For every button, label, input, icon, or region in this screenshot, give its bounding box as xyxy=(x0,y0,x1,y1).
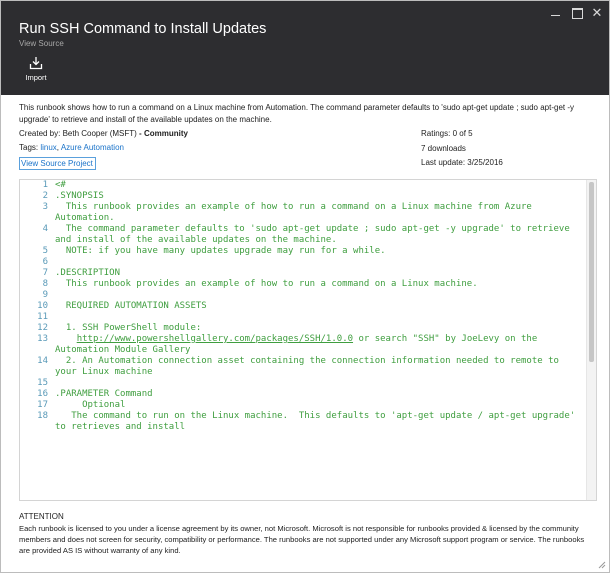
last-update: Last update: 3/25/2016 xyxy=(421,158,503,167)
code-line xyxy=(20,290,586,301)
code-text: The command parameter defaults to 'sudo apt-get update ; sudo apt-get -y upgrade' to retrieve and install of the available updates on the machine. xyxy=(55,224,576,245)
import-download-icon xyxy=(29,56,43,70)
code-line xyxy=(20,191,586,202)
community-label: Community xyxy=(143,129,188,138)
code-line xyxy=(20,389,586,400)
blade-header xyxy=(1,1,609,95)
code-line xyxy=(20,312,586,323)
attention-text: Each runbook is licensed to you under a license agreement by its owner, not Microsoft. Microsoft is not responsible for runbooks provided & licensed by the community members and does not screen for security, compatibility or performance. The runbooks are not supported under any Microsoft support program or service. The runbooks are provided AS IS without warranty of any kind. xyxy=(19,524,585,555)
powershell-gallery-link[interactable]: http://www.powershellgallery.com/packages/SSH/1.0.0 xyxy=(76,334,354,344)
code-text xyxy=(55,290,580,301)
close-icon[interactable]: ✕ xyxy=(591,5,603,20)
author-separator: - xyxy=(136,129,144,138)
attention-title: ATTENTION xyxy=(19,512,64,521)
code-line xyxy=(20,323,586,334)
code-line xyxy=(20,378,586,389)
ratings: Ratings: 0 of 5 xyxy=(421,129,473,138)
line-number: 9 xyxy=(42,290,48,300)
line-number: 8 xyxy=(42,279,48,289)
code-text: 2. An Automation connection asset containing the connection information needed to remote to your Linux machine xyxy=(55,356,565,377)
code-line xyxy=(20,356,586,378)
line-number: 18 xyxy=(37,411,48,421)
line-number: 3 xyxy=(42,202,48,212)
code-line xyxy=(20,202,586,224)
code-text: This runbook provides an example of how to run a command on a Linux machine. xyxy=(55,279,478,289)
code-line xyxy=(20,246,586,257)
code-line xyxy=(20,224,586,246)
line-number: 11 xyxy=(37,312,48,322)
line-number: 15 xyxy=(37,378,48,388)
code-scrollbar-thumb[interactable] xyxy=(589,182,594,362)
import-label: Import xyxy=(25,73,47,82)
runbook-description: This runbook shows how to run a command on a Linux machine from Automation. The command parameter defaults to 'sudo apt-get update ; sudo apt-get -y upgrade' to retrieve and install of the available updates on the machine. xyxy=(19,103,575,124)
code-text xyxy=(55,312,580,323)
created-by-label: Created by: xyxy=(19,129,63,138)
line-number: 4 xyxy=(42,224,48,234)
code-text xyxy=(55,378,580,389)
code-line xyxy=(20,400,586,411)
code-text-prefix xyxy=(55,334,77,344)
line-number: 7 xyxy=(42,268,48,278)
line-number: 16 xyxy=(37,389,48,399)
line-number: 17 xyxy=(37,400,48,410)
code-text: The command to run on the Linux machine. This defaults to 'apt-get update / apt-get upgrade' to retrieves and install xyxy=(55,411,581,432)
code-text: REQUIRED AUTOMATION ASSETS xyxy=(55,301,207,311)
line-number: 1 xyxy=(42,180,48,190)
code-text: .SYNOPSIS xyxy=(55,191,104,201)
code-line xyxy=(20,268,586,279)
line-number: 13 xyxy=(37,334,48,344)
code-text xyxy=(55,257,580,268)
view-source-project-link[interactable]: View Source Project xyxy=(19,157,96,170)
code-line xyxy=(20,411,586,433)
code-text: 1. SSH PowerShell module: xyxy=(55,323,202,333)
line-number: 6 xyxy=(42,257,48,267)
code-text xyxy=(55,334,580,356)
line-number: 2 xyxy=(42,191,48,201)
tags-label: Tags: xyxy=(19,143,41,152)
resize-grip-icon[interactable] xyxy=(598,561,606,569)
code-line xyxy=(20,279,586,290)
code-viewer[interactable] xyxy=(19,179,597,501)
code-text: This runbook provides an example of how to run a command on a Linux machine from Azure Automation. xyxy=(55,202,538,223)
tag-link-azure-automation[interactable]: Azure Automation xyxy=(60,143,124,152)
code-text: .PARAMETER Command xyxy=(55,389,153,399)
downloads-count: 7 downloads xyxy=(421,144,466,153)
code-text: Optional xyxy=(55,400,126,410)
line-number: 10 xyxy=(37,301,48,311)
created-by xyxy=(19,129,188,138)
maximize-icon[interactable] xyxy=(570,6,584,20)
code-line xyxy=(20,257,586,268)
tag-link-linux[interactable]: linux xyxy=(40,143,57,152)
code-line xyxy=(20,334,586,356)
code-scrollbar[interactable] xyxy=(586,180,596,500)
code-line xyxy=(20,301,586,312)
code-text: <# xyxy=(55,180,66,190)
code-text: NOTE: if you have many updates upgrade may run for a while. xyxy=(55,246,386,256)
minimize-icon[interactable] xyxy=(549,6,563,20)
author-name: Beth Cooper (MSFT) xyxy=(62,129,137,138)
code-text: .DESCRIPTION xyxy=(55,268,121,278)
blade-title: Run SSH Command to Install Updates xyxy=(19,21,267,37)
code-line xyxy=(20,180,586,191)
blade-subtitle: View Source xyxy=(19,39,64,48)
import-button[interactable] xyxy=(21,56,51,86)
tags-row xyxy=(19,143,124,152)
code-content xyxy=(20,180,586,500)
line-number: 12 xyxy=(37,323,48,333)
line-number: 5 xyxy=(42,246,48,256)
code-text-suffix: or search "SSH" by JoeLevy on the Automation Module Gallery xyxy=(55,334,543,355)
line-number: 14 xyxy=(37,356,48,366)
tag-separator: , xyxy=(56,143,61,152)
